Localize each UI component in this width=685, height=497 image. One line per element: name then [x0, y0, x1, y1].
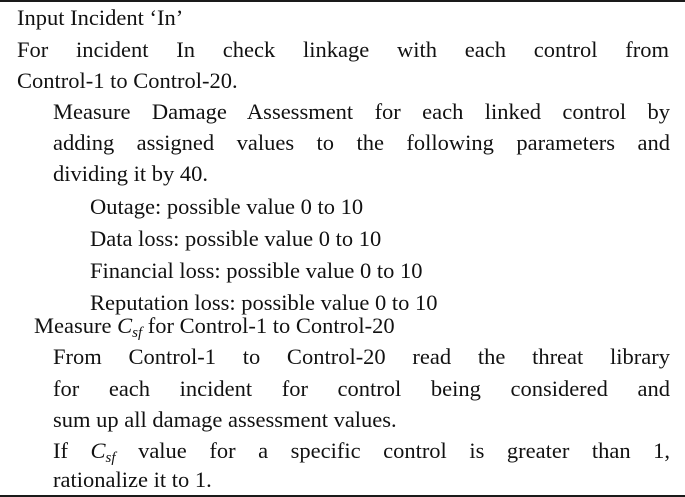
- read-line-1: From Control-1 to Control-20 read the threat library: [53, 344, 670, 369]
- input-line: Input Incident ‘In’: [17, 5, 184, 30]
- read-line-2: for each incident for control being considered and: [53, 376, 670, 401]
- if-suffix: value for a specific control is greater than 1,: [115, 438, 670, 463]
- if-prefix: If: [53, 438, 91, 463]
- damage-line-1: Measure Damage Assessment for each linked control by: [53, 99, 670, 124]
- damage-line-2: adding assigned values to the following parameters and: [53, 130, 670, 155]
- parameter-outage: Outage: possible value 0 to 10: [90, 194, 364, 219]
- damage-line-3: dividing it by 40.: [53, 161, 209, 186]
- parameter-data-loss: Data loss: possible value 0 to 10: [90, 226, 382, 251]
- csf-heading-prefix: Measure: [34, 313, 118, 338]
- csf-subscript: sf: [132, 325, 143, 341]
- if-line-2: rationalize it to 1.: [53, 467, 212, 492]
- read-line-3: sum up all damage assessment values.: [53, 407, 397, 432]
- csf-symbol: C: [117, 313, 133, 338]
- parameter-financial-loss: Financial loss: possible value 0 to 10: [90, 258, 423, 283]
- parameter-reputation-loss: Reputation loss: possible value 0 to 10: [90, 290, 438, 315]
- csf-heading-suffix: for Control-1 to Control-20: [142, 313, 395, 338]
- if-csf-subscript: sf: [105, 450, 116, 466]
- linkage-line-2: Control-1 to Control-20.: [17, 68, 238, 93]
- if-csf-symbol: C: [90, 438, 106, 463]
- linkage-line-1: For incident In check linkage with each control from: [17, 37, 669, 62]
